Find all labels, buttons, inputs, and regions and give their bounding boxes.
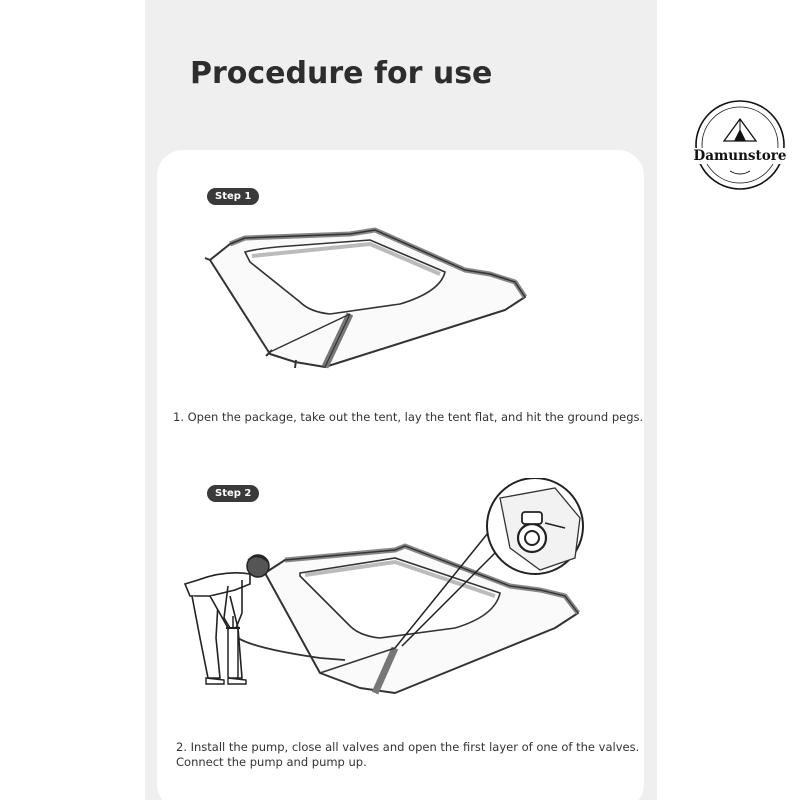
step-1-caption: 1. Open the package, take out the tent, lay the tent flat, and hit the ground pegs.: [173, 410, 644, 424]
step-2-caption-line-2: Connect the pump and pump up.: [176, 755, 367, 769]
step-2-caption-line-1: 2. Install the pump, close all valves and open the first layer of one of the valves.: [176, 740, 640, 754]
step-1-tent-illustration: [200, 222, 540, 372]
brand-logo-text: Damunstore: [684, 148, 796, 164]
page-title: Procedure for use: [190, 56, 493, 91]
step-2-tent-pump-illustration: [180, 478, 600, 698]
step-1-badge: Step 1: [207, 188, 259, 205]
step-2-badge: Step 2: [207, 485, 259, 502]
brand-logo-icon: [694, 99, 786, 191]
